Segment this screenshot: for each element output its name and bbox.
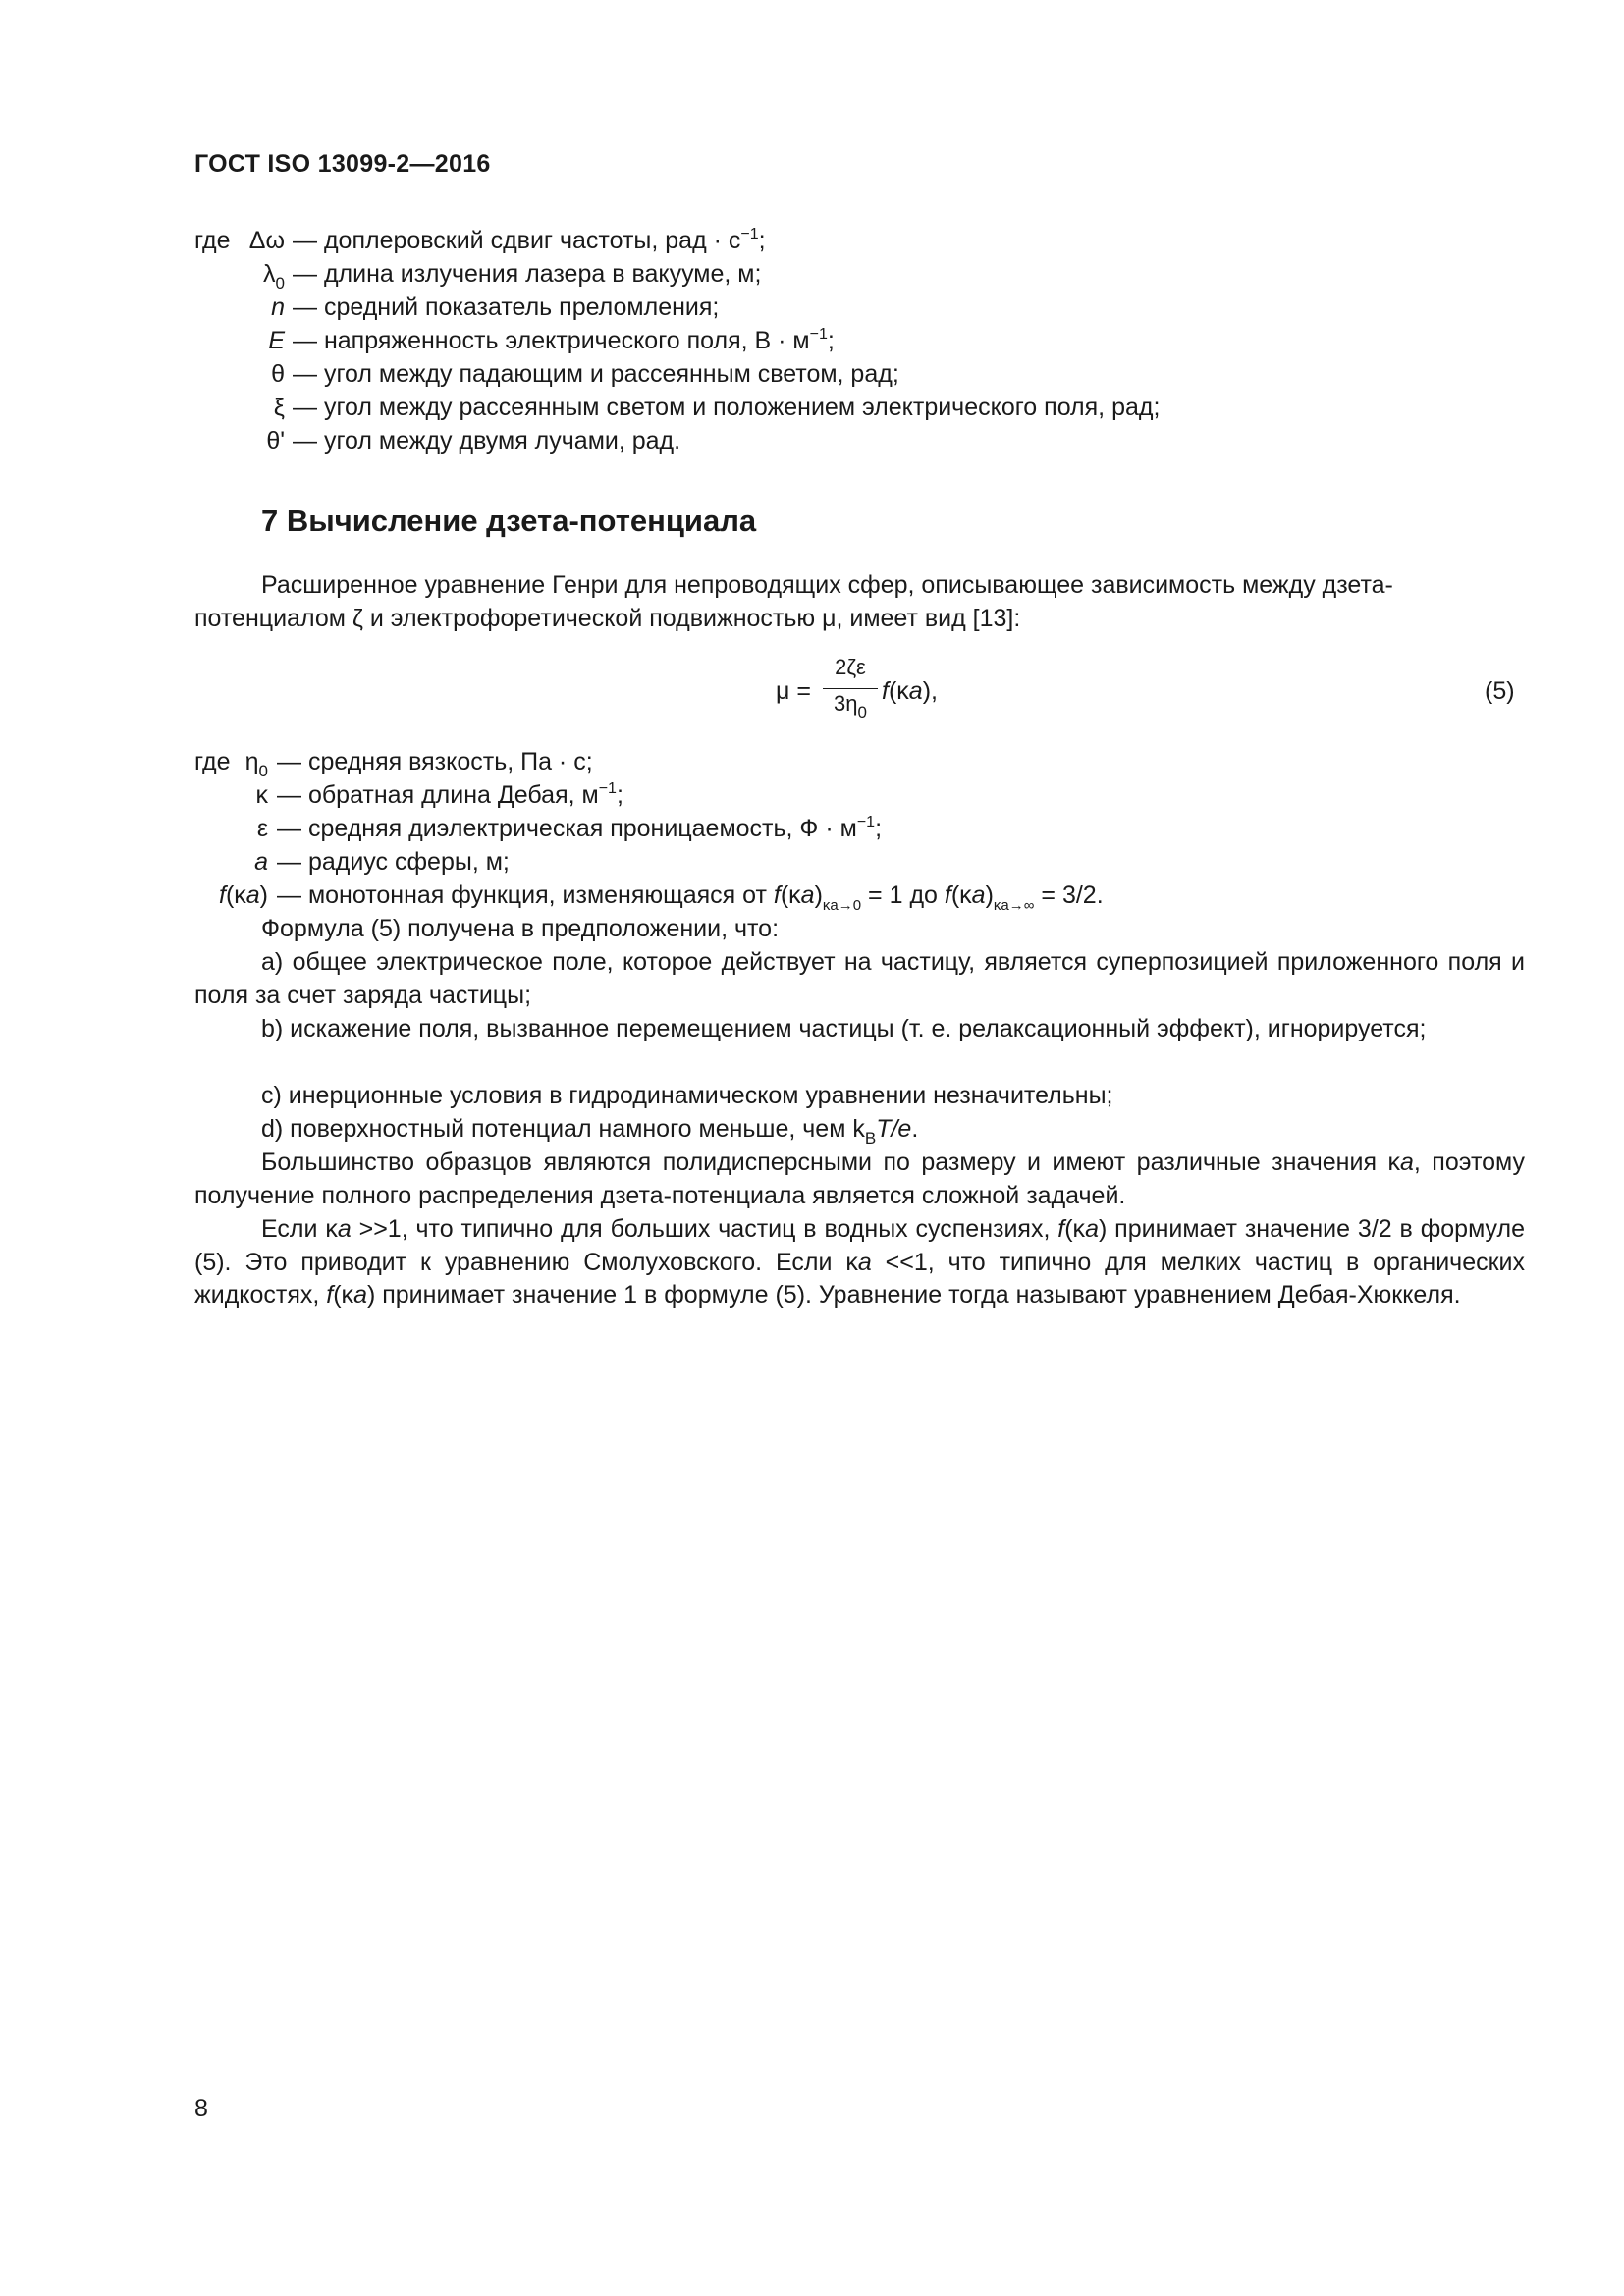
symbol-xi: ξ	[273, 394, 285, 421]
paragraph-condition-d: d) поверхностный потенциал намного меньше, чем $k_BT/e$.	[261, 1115, 919, 1148]
document-code-header: ГОСТ ISO 13099-2—2016	[194, 150, 491, 178]
paragraph-condition-a: a) общее электрическое поле, которое действует на частицу, является суперпозицией приложенного поля и поля за счет заряда частицы;	[194, 948, 1525, 1009]
symbol-eta0: $\eta_0$	[244, 748, 268, 780]
where-prefix: где	[194, 748, 231, 775]
paragraph-smoluchowski-huckel: Если κa >>1, что типично для больших частиц в водных суспензиях, f(κa) принимает значение 3/2 в формуле (5). Это приводит к уравнению Смолуховского. Если κa <<1, что типично для мелких частиц в органических жидкостях, f(κa) принимает значение 1 в формуле (5). Уравнение тогда называют уравнением Дебая-Хюккеля.	[194, 1215, 1525, 1308]
var-def-row: — средний показатель преломления;	[293, 294, 720, 321]
symbol-epsilon: ε	[256, 815, 268, 842]
symbol-theta-prime: θ'	[266, 427, 285, 454]
formula-numerator: 2ζε	[835, 655, 866, 679]
symbol-n: n	[271, 294, 285, 321]
paragraph-polydisperse: Большинство образцов являются полидисперсными по размеру и имеют различные значения κa, поэтому получение полного распределения дзета-потенциала является сложной задачей.	[194, 1148, 1525, 1209]
var-def-row: — доплеровский сдвиг частоты, рад · $с^{-1}$;	[293, 226, 766, 254]
var-def-row: — монотонная функция, изменяющаяся от $f(\kappa a)_{\kappa a\to 0} = 1$ до $f(\kappa a)_{\kappa a\to\infty} = 3/2$.	[277, 881, 1104, 914]
symbol-delta-omega: Δω	[248, 227, 285, 254]
var-def-row: — угол между рассеянным светом и положением электрического поля, рад;	[293, 394, 1161, 421]
var-def-row: — средняя вязкость, Па · с;	[277, 748, 593, 775]
page-number: 8	[194, 2095, 208, 2122]
symbol-a: a	[254, 848, 268, 876]
intro-line-2: потенциалом ζ и электрофоретической подвижностью μ, имеет вид [13]:	[194, 605, 1021, 632]
intro-line-1: Расширенное уравнение Генри для непроводящих сфер, описывающее зависимость между дзета-	[261, 571, 1393, 599]
symbol-f-kappa-a: f(κa)	[218, 881, 268, 909]
where-prefix: где	[194, 227, 231, 254]
paragraph-formula-assumption: Формула (5) получена в предположении, что:	[261, 915, 780, 942]
var-def-row: — угол между двумя лучами, рад.	[293, 427, 681, 454]
paragraph-condition-c: c) инерционные условия в гидродинамическом уравнении незначительны;	[261, 1082, 1113, 1109]
formula-number: (5)	[1485, 677, 1515, 705]
var-def-row: — длина излучения лазера в вакууме, м;	[293, 260, 762, 288]
fraction-bar	[823, 688, 878, 689]
symbol-E: E	[268, 327, 285, 354]
var-def-row: — угол между падающим и рассеянным светом, рад;	[293, 360, 899, 388]
var-def-row: — напряженность электрического поля, $В \cdot м^{-1}$;	[293, 326, 835, 354]
var-def-row: — средняя диэлектрическая проницаемость, $Ф \cdot м^{-1}$;	[277, 814, 883, 842]
symbol-kappa: κ	[255, 781, 268, 809]
var-def-row: — обратная длина Дебая, $м^{-1}$;	[277, 780, 623, 809]
symbol-theta: θ	[271, 360, 285, 388]
var-def-row: — радиус сферы, м;	[277, 848, 510, 876]
formula-rhs: f(κa),	[882, 677, 938, 705]
formula-lhs: μ =	[776, 677, 811, 705]
section-heading: 7 Вычисление дзета-потенциала	[261, 504, 757, 538]
formula-denominator: $3\eta_0$	[834, 691, 867, 721]
symbol-lambda0: $\lambda_0$	[263, 260, 285, 293]
paragraph-condition-b: b) искажение поля, вызванное перемещением частицы (т. е. релаксационный эффект), игнорируется;	[261, 1015, 1427, 1042]
